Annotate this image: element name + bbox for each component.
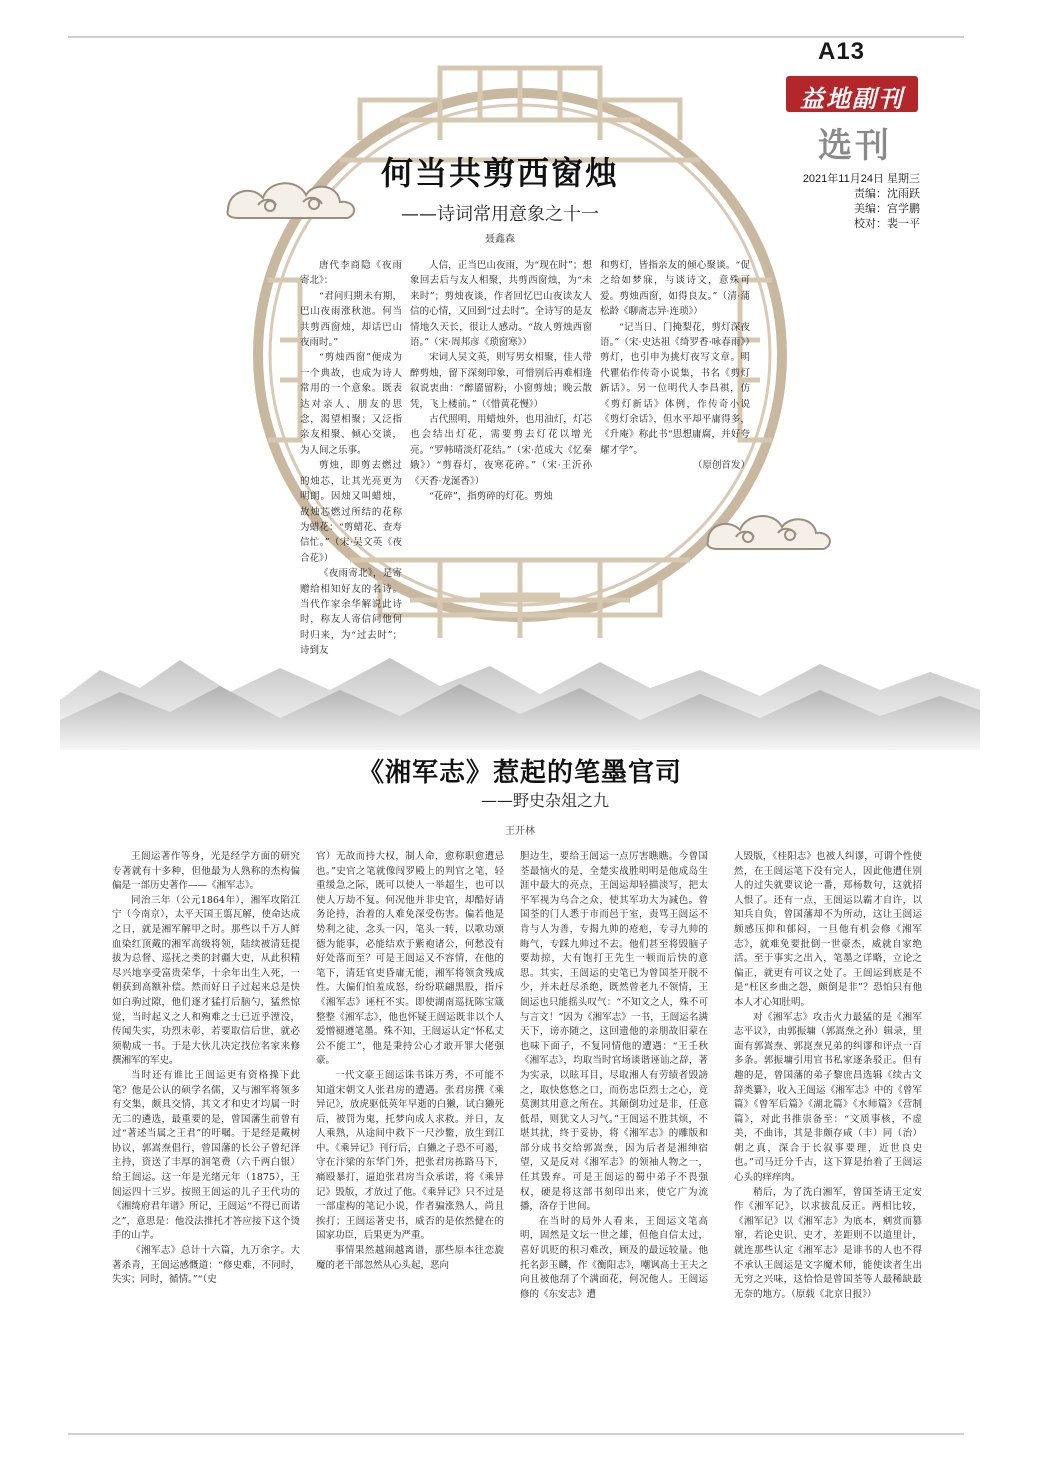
source-note: （原创首发） xyxy=(692,460,750,472)
proofreader-credit: 校对：裴一平 xyxy=(854,218,920,230)
article1-subtitle: ——诗词常用意象之十一 xyxy=(401,204,599,225)
issue-date: 2021年11月24日 星期三 xyxy=(802,173,920,185)
article1-column-2 xyxy=(410,258,592,568)
article2-title: 《湘军志》惹起的笔墨官司 xyxy=(357,758,682,788)
paragraph: “花碎”，指剪碎的灯花。剪烛 xyxy=(429,491,553,503)
brand-logo xyxy=(786,76,918,112)
article1-column-3 xyxy=(600,258,750,498)
article1-author: 聂鑫森 xyxy=(485,234,515,245)
article1-column-1 xyxy=(300,258,402,657)
paragraph: 同治三年（公元1864年），湘军攻陷江宁（今南京），太平天国王翦瓦解，使命达成之日，就是湘军解甲之时。那些以千万人鲜血染红顶戴的湘军高级将领，陆续被清廷提拔为总督、巡抚之类的封疆大吏，从此积精尽兴地享受富贵荣华，十余年出生入死，一朝获到高额补偿。然而好日子过起来总是快如白驹过隙，他们逐才猛打后脑勺，猛然惊觉，当时起义之人和殉难之士已近乎湮没，传闻失实，功烈未彰，若要取信后世，就必须勒成一书。于是大伙儿决定找位名家来修撰湘军的军史。 xyxy=(112,894,300,1067)
article1-title: 何当共剪西窗烛 xyxy=(380,154,619,192)
mountain-landscape-image xyxy=(60,640,980,750)
cloud-ornament-right xyxy=(700,495,840,559)
paragraph: 事情果然越闹越离谱，那些原本往恋旋魔的老干部忽然从心头起，恶向 xyxy=(316,1245,504,1271)
paragraph: 宋词人吴文英，则写男女相聚，佳人带醉剪烛，留下深刻印象，可惜别后再难相逢叙说衷曲：“醉靥留粉，小窗剪烛；晚云散凭，飞上楼前。”（《惜黄花慢》） xyxy=(410,352,592,410)
paragraph: 古代照明，用蜡烛外，也用油灯，灯芯也会结出灯花，需要剪去灯花以增光亮。“罗帏晴淡灯花结。”（宋·范成大《忆秦娥》）“剪春灯，夜寒花碎。”（宋·王沂孙《天香·龙涎香》） xyxy=(410,414,592,487)
paragraph: 人信，正当巴山夜雨，为“现在时”；想象回去后与友人相聚，共剪西窗烛，为“未来时”；剪烛夜谈，作者回忆巴山夜读友人信的心情，又回到“过去时”。全诗写的是友情地久天长，很让人感动。“故人剪烛西窗语。”（宋·周邦彦《琐窗寒》） xyxy=(410,260,592,349)
paragraph: 《湘军志》总计十六篇，九万余字。大著杀青，王闿运感慨道：“修史难，不同时，失实；同时，循情。”“（史 xyxy=(112,1245,300,1286)
paragraph: “君问归期未有期，巴山夜雨涨秋池。何当共剪西窗烛，却话巴山夜雨时。” xyxy=(300,290,402,349)
paragraph: “剪烛西窗”便成为一个典故，也成为诗人常用的一个意象。既表达对亲人、朋友的思念，渴望相聚；又泛指亲友相聚、倾心交谈，为人间之乐事。 xyxy=(300,352,402,456)
paragraph: 王闿运著作等身，光是经学方面的研究专著就有十多种，但他最为人熟称的杰构偏偏是一部历史著作——《湘军志》。 xyxy=(112,851,300,892)
paragraph: 对《湘军志》攻击火力最猛的是《湘军志平议》，由郭振墉（郭嵩焘之孙）辑录，里面有郭嵩焘、郭崑焘兄弟的纠谬和评点一百多条。郭振墉引用官书私家逐条驳正。但有趣的是，曾国藩的弟子黎庶昌选辑《续古文辞类纂》，收入王闿运《湘军志》中的《曾军篇》《曾军后篇》《湖北篇》《水师篇》《营制篇》，对此书推崇备至：“文质事核，不虚美，不曲讳，其是非颇存咸（丰）同（治）朝之真，深合于长叙事要理，近世良史也。”司马迁分千古，这下算是抬着了王闿运心头的痒痒肉。 xyxy=(734,1011,922,1184)
paragraph: 一代文豪王闿运诛书诛万秀，不可能不知道宋朝文人张君房的遭遇。张君房撰《乘异记》，放虎驱低英年早逝的白獭，试白獭死后，被罚为鬼，托梦向成人求救。并日，友人乘熟，从途间中救下一尺沙鳖，放生到江中。《乘异记》刊行后，白獭之子恐不可遏，守在汴梁的东华门外，把张君房拣路马下，痛殴暴打，逼迫张君房当众承诺，将《乘异记》毁版，才放过了他。《乘异记》只不过是一部虚构的笔记小说，作者骗涨熟人，尚且挨打；王闿运著史书，威否的是依然健在的国家功臣，后果更为严重。 xyxy=(316,1069,504,1242)
paragraph: 剪烛，即剪去燃过的烛芯，让其光亮更为明朗。因烛又叫蜡烛，故烛芯燃过所结的花称为蜡花：“剪蜡花、查寿信忙。”（宋·吴文英《夜合花》） xyxy=(300,460,402,564)
paragraph: 《夜雨寄北》，是寄赠给相知好友的名诗。当代作家余华解说此诗时，称友人寄信问他何时归来，为“过去时”；诗到友 xyxy=(300,568,402,657)
article2-author: 王开林 xyxy=(505,826,535,837)
article2-column-4 xyxy=(734,850,922,1420)
paragraph: “记当日、门掩梨花，剪灯深夜语。”（宋·史达祖《绮罗香·咏春雨》）剪灯，也引申为挑灯夜写文章。明代瞿佑作传奇小说集，书名《剪灯新话》。另一位明代人李昌祺，仿《剪灯新话》体例，作传奇小说《剪灯余话》，但水平却平庸得多，《升庵》称此书“思想庸腐，并好夸耀才学”。 xyxy=(600,321,750,456)
designer-credit: 美编：宫学鹏 xyxy=(854,203,920,215)
paragraph: 在当时的局外人看来，王闿运文笔高明，固然是文坛一世之雄，但他自信太过，喜好讥贬的积习难改，顾及的最远较量。他托名彭玉麟，作《衡阳志》，嘲讽高士王夫之向且被他刮了个满面花，何况他人。王闿运修的《东安志》遭 xyxy=(520,1215,708,1300)
article2-column-3 xyxy=(520,850,708,1420)
paragraph: 稍后，为了洗白湘军，曾国荃请王定安作《湘军记》，以求拔乱反正。两相比较，《湘军记》以《湘军志》为底本，剜赏而篡窜，若论史识、史才，差距则不以道里计，就连那些认定《湘军志》是诽书的人也不得不承认王闿运是文字魔术师，能使读者生出无穷之兴味，这恰恰是曾国荃等人最稀缺最无奈的地方。（原载《北京日报》） xyxy=(734,1186,922,1300)
article2-subtitle: ——野史杂俎之九 xyxy=(480,791,609,810)
article2-column-1 xyxy=(112,850,300,1420)
section-name: 选刊 xyxy=(818,126,892,166)
edition-meta xyxy=(780,172,920,232)
bottom-rule xyxy=(68,1433,964,1435)
editor-credit: 责编：沈雨跃 xyxy=(854,188,920,200)
paragraph: 和剪灯，皆指亲友的倾心聚谈。“促之给如梦寐，与谈诗文，意殊可爱。剪烛西窗，如得良友。”（清·蒲松龄《聊斋志异·连琐》） xyxy=(600,260,750,318)
paragraph: 当时还有谁比王闿运更有资格操下此笔？他是公认的硕学名儒，又与湘军将领多有交集，颇具交情，其文才和史才均属一时无二的遴选，最重要的是，曾国藩生前曾有过“著述当属之王君”的吁嘱。于是经是戴树协议，郭嵩焘倡行，曾国藩的长公子曾纪泽主持，资送了丰厚的润笔费（六千两白银）给王闿运。这一年是光绪元年（1875），王闿运四十三岁。按照王闿运的儿子王代功的《湘绮府君年谱》所记，王闿运“不得已而诺之”，意思是：他没法推托才答应接下这个烫手的山芋。 xyxy=(112,1069,300,1242)
paragraph: 人毁版，《桂阳志》也被人纠谬，可谓个性使然，在王闿运笔下没有完人，因此他遭住别人的过失就要议论一番，郑杨数句，这就招人恨了。还有一点，王闿运以霸才自许，以知兵自负，曾国藩却不为所动，这让王闿运颇感压抑和郁闷，一旦他有机会修《湘军志》，就难免要批倒一世豪杰，威就自家绝活。至于事实之出入，笔墨之详略，立论之偏正，就更有可议之处了。王闿运到底是不是“枉区乡曲之怨，颇倒是非”？恐怕只有他本人才心知肚明。 xyxy=(734,851,922,1008)
paragraph: 胆边生，要给王闿运一点厉害瞧瞧。今曾国荃最恼火的是，全楚实战胜明明是他成岛生涯中最大的亮点，王闿运却轻描淡写，把太平军视为乌合之众，使其军功大为减色。曾国荃的门人悉于市而邑于室，责骂王闿运不肯与人为善，专揭九帅的疮疤，专寻九帅的晦气，专踩九帅过不去。他们甚至将毁脑子要劫掠，大有饱打王先生一顿而后快的意思。其实，王闿运的史笔已为曾国荃开脱不少，并未赶尽杀绝，既然曾老九不领情，王闿运也只能摇头叹气：“不知文之人，殊不可与言文！”因为《湘军志》一书，王闿运名满天下，谤亦随之，这回遗他的亲朋故旧蒙在也味下面子，不复同情他的遭遇：“王壬秋《湘军志》，均取当时官场谈谐诬讪之辞，著为实录，以眩耳目，尽取湘人有劳绩者毁謗之，取快悠悠之口，而伤忠臣烈士之心，竟莫测其用意之所在。其颠倒功过是非，任意低昂，则犹文人习气。”王闿运不胜其烦，不堪其扰，终于妥协，将《湘军志》的雕版和部分成书交给郭嵩焘，因为后者是湘绅宿望，又是反对《湘军志》的领袖人物之一，任其毁弃。可是王闿运的蜀中弟子不畏强权，硬是将这部书刻印出来，使它广为流播，洛存于世间。 xyxy=(520,851,708,1213)
paragraph: 唐代李商隐《夜雨寄北》： xyxy=(300,260,402,287)
paragraph: 官）无故而持大权，制人命，愈称职愈遭忌也。”史官之笔就像闯罗殿上的判官之笔，轻重缓急之际，既可以使人一举超生，也可以使人万劫不复。何况他并非史官，却酷好请务论持，治着的人难免深受伤害。偏若他是势利之徒，念头一闪，笔头一转，以歌功颂德为能事，必能结欢于紫袍诸公，何愁没有好处落而至？可是王闿运又不容情，在他的笔下，清廷官吏昏庸无能，湘军将领贪残成性。大偏们怕羞成怒，纷纷联翩黑股，指斥《湘军志》诬枉不实。即使湖南巡抚陈宝箴整整《湘军志》，他也怀疑王闿运既非以个人爱憎褪遵笔墨。殊不知，王闿运认定“怀私丈公不能工”，他是秉持公心才敢开罪大佬强豪。 xyxy=(316,851,504,1067)
brand-name: 益地副刊 xyxy=(800,84,904,113)
page-number: A13 xyxy=(818,38,866,65)
article2-column-2 xyxy=(316,850,504,1420)
